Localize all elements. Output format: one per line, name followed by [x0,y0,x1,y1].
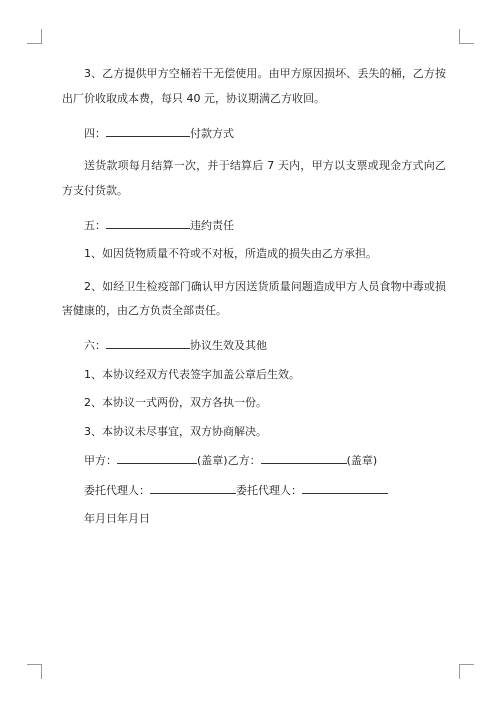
effect-clause-1: 1、本协议经双方代表签字加盖公章后生效。 [84,367,300,381]
liability-clause-2: 2、如经卫生检疫部门确认甲方因送货质量问题造成甲方人员食物中毒或损害健康的，由乙方负责全部责任。 [62,279,446,317]
effect-clause-2: 2、本协议一式两份，双方各执一份。 [84,396,267,409]
section-6-blank [106,337,190,349]
section-5-blank [106,217,190,229]
section-4-number: 四： [84,126,106,140]
section-5-number: 五： [84,218,106,232]
section-6-title: 协议生效及其他 [190,339,267,352]
party-a-label: 甲方： [84,454,117,467]
document-body [62,62,446,540]
section-4-title: 付款方式 [190,126,234,140]
crop-mark-top-left [27,29,42,44]
effect-clause-3: 3、本协议未尽事宜，双方协商解决。 [84,424,267,438]
party-a-blank [117,452,197,464]
agent-a-blank [150,482,236,494]
section-4-heading [62,125,446,141]
payment-clause: 送货款项每月结算一次，并于结算后 7 天内，甲方以支票或现金方式向乙方支付货款。 [62,159,446,197]
agent-a-label: 委托代理人： [84,483,150,497]
section-6-heading [62,337,446,353]
agent-line [62,482,446,498]
date-line: 年月日年月日 [84,512,150,525]
crop-mark-bottom-right [459,664,474,679]
section-4-blank [106,125,190,137]
section-5-title: 违约责任 [190,218,234,232]
party-b-blank [261,452,347,464]
section-6-number: 六： [84,339,106,352]
party-a-seal: (盖章) [197,454,228,467]
clause-3-empty-buckets: 3、乙方提供甲方空桶若干无偿使用。由甲方原因损坏、丢失的桶，乙方按出厂价收取成本费，每只 40 元，协议期满乙方收回。 [62,67,446,105]
liability-clause-1: 1、如因货物质量不符或不对板，所造成的损失由乙方承担。 [84,247,377,260]
agent-b-label: 委托代理人： [236,483,302,497]
party-b-seal: (盖章) [346,454,378,467]
crop-mark-top-right [459,29,474,44]
signature-line [62,452,446,468]
section-5-heading [62,217,446,233]
party-b-label: 乙方： [227,454,261,467]
crop-mark-bottom-left [27,664,42,679]
agent-b-blank [302,482,388,494]
